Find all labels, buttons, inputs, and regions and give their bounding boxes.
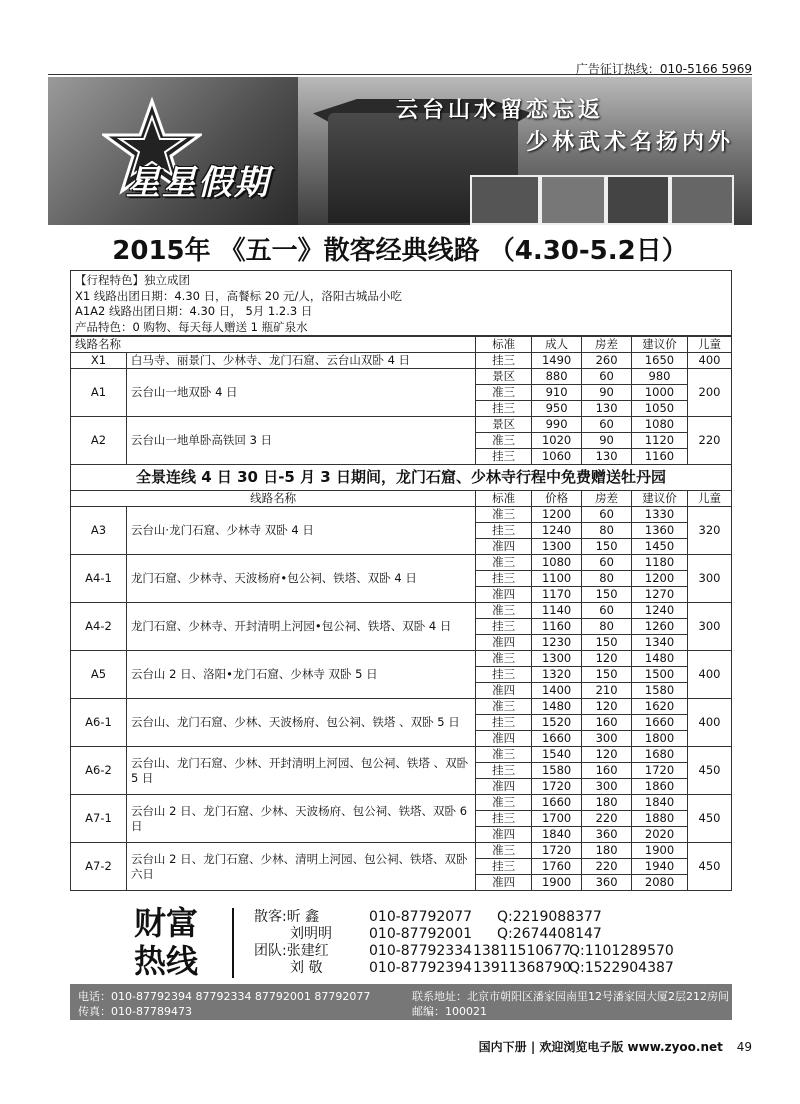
contact-phone: 010-87792334 — [369, 943, 473, 959]
suggested-price-cell: 1160 — [632, 449, 688, 465]
route-name: 云台山、龙门石窟、少林、开封清明上河园、包公祠、铁塔 、双卧 5 日 — [126, 747, 475, 795]
route-code: A1 — [71, 369, 127, 417]
grade-cell: 准三 — [476, 747, 532, 763]
price-cell: 990 — [532, 417, 582, 433]
heading-line-2: 热线 — [134, 942, 199, 980]
price-cell: 1490 — [532, 353, 582, 369]
room-diff-cell: 360 — [582, 875, 632, 891]
room-diff-cell: 80 — [582, 619, 632, 635]
room-diff-cell: 60 — [582, 555, 632, 571]
grade-cell: 挂三 — [476, 353, 532, 369]
contact-divider — [232, 908, 234, 978]
page-number: 49 — [736, 1040, 752, 1054]
suggested-price-cell: 1360 — [632, 523, 688, 539]
grade-cell: 准四 — [476, 539, 532, 555]
contact-name: 刘 敬 — [290, 960, 323, 976]
grade-cell: 准三 — [476, 795, 532, 811]
route-name: 云台山一地双卧 4 日 — [126, 369, 475, 417]
child-price-cell: 200 — [687, 369, 731, 417]
suggested-price-cell: 1660 — [632, 715, 688, 731]
price-cell: 1760 — [532, 859, 582, 875]
suggested-price-cell: 1240 — [632, 603, 688, 619]
grade-cell: 准三 — [476, 843, 532, 859]
grade-cell: 准三 — [476, 385, 532, 401]
route-name: 云台山一地单卧高铁回 3 日 — [126, 417, 475, 465]
room-diff-cell: 150 — [582, 539, 632, 555]
table-row — [71, 369, 732, 385]
child-price-cell: 450 — [688, 843, 732, 891]
suggested-price-cell: 1260 — [632, 619, 688, 635]
route-table-1 — [70, 336, 732, 465]
room-diff-cell: 180 — [582, 795, 632, 811]
grade-cell: 准四 — [476, 587, 532, 603]
grade-cell: 挂三 — [476, 449, 532, 465]
room-diff-cell: 130 — [582, 449, 632, 465]
contact-phone: 010-87792077 — [369, 909, 473, 925]
room-diff-cell: 220 — [582, 811, 632, 827]
grade-cell: 准三 — [476, 603, 532, 619]
grade-cell: 挂三 — [476, 859, 532, 875]
grade-cell: 准四 — [476, 683, 532, 699]
room-diff-cell: 210 — [582, 683, 632, 699]
footer-fax: 传真：010-87789473 — [78, 1005, 192, 1018]
suggested-price-cell: 1480 — [632, 651, 688, 667]
suggested-price-cell: 1860 — [632, 779, 688, 795]
route-name: 云台山·龙门石窟、少林寺 双卧 4 日 — [126, 507, 475, 555]
contact-name: 散客:昕 鑫 — [254, 909, 320, 925]
price-cell: 1200 — [532, 507, 582, 523]
footer-postcode: 邮编：100021 — [412, 1005, 487, 1018]
footer-info-bar — [70, 984, 732, 1020]
price-cell: 1080 — [532, 555, 582, 571]
grade-cell: 准三 — [476, 433, 532, 449]
table-row — [71, 353, 732, 369]
header-cell: 线路名称 — [71, 337, 476, 353]
header-cell: 房差 — [582, 491, 632, 507]
features-box — [70, 270, 732, 336]
child-price-cell: 220 — [687, 417, 731, 465]
brand-logo: 星星假期 — [126, 163, 270, 203]
suggested-price-cell: 980 — [632, 369, 688, 385]
room-diff-cell: 360 — [582, 827, 632, 843]
grade-cell: 挂三 — [476, 619, 532, 635]
contact-qq: Q:2674408147 — [497, 926, 602, 942]
room-diff-cell: 260 — [582, 353, 632, 369]
table-row — [71, 507, 732, 523]
room-diff-cell: 180 — [582, 843, 632, 859]
route-name: 白马寺、丽景门、少林寺、龙门石窟、云台山双卧 4 日 — [126, 353, 475, 369]
contact-qq: Q:2219088377 — [497, 909, 602, 925]
room-diff-cell: 80 — [582, 523, 632, 539]
room-diff-cell: 130 — [582, 401, 632, 417]
contact-mobile: 13911368790 — [473, 960, 571, 976]
child-price-cell: 400 — [687, 353, 731, 369]
suggested-price-cell: 1680 — [632, 747, 688, 763]
table-header-row — [71, 337, 732, 353]
child-price-cell: 300 — [688, 555, 732, 603]
route-code: A6-1 — [71, 699, 127, 747]
contact-name: 刘明明 — [290, 926, 332, 942]
price-cell: 1300 — [532, 651, 582, 667]
suggested-price-cell: 1080 — [632, 417, 688, 433]
contact-qq: Q:1522904387 — [569, 960, 674, 976]
child-price-cell: 450 — [688, 795, 732, 843]
grade-cell: 挂三 — [476, 715, 532, 731]
suggested-price-cell: 2080 — [632, 875, 688, 891]
header-cell: 线路名称 — [71, 491, 476, 507]
footer-text: 国内下册 | 欢迎浏览电子版 www.zyoo.net — [478, 1040, 723, 1054]
grade-cell: 准四 — [476, 635, 532, 651]
price-cell: 1100 — [532, 571, 582, 587]
header-cell: 标准 — [476, 337, 532, 353]
price-cell: 1900 — [532, 875, 582, 891]
slogan-2: 少林武术名扬内外 — [526, 129, 735, 155]
suggested-price-cell: 1580 — [632, 683, 688, 699]
grade-cell: 准四 — [476, 731, 532, 747]
price-cell: 910 — [532, 385, 582, 401]
table-row — [71, 651, 732, 667]
ad-hotline: 广告征订热线：010-5166 5969 — [575, 62, 752, 76]
header-cell: 儿童 — [687, 337, 731, 353]
suggested-price-cell: 1840 — [632, 795, 688, 811]
room-diff-cell: 90 — [582, 433, 632, 449]
table-row — [71, 417, 732, 433]
child-price-cell: 400 — [688, 651, 732, 699]
table-row — [71, 699, 732, 715]
price-cell: 1170 — [532, 587, 582, 603]
grade-cell: 挂三 — [476, 401, 532, 417]
header-cell: 标准 — [476, 491, 532, 507]
grade-cell: 挂三 — [476, 523, 532, 539]
price-cell: 1240 — [532, 523, 582, 539]
price-cell: 1320 — [532, 667, 582, 683]
price-cell: 1660 — [532, 795, 582, 811]
contact-phone: 010-87792001 — [369, 926, 473, 942]
grade-cell: 景区 — [476, 417, 532, 433]
contact-qq: Q:1101289570 — [569, 943, 674, 959]
suggested-price-cell: 1340 — [632, 635, 688, 651]
suggested-price-cell: 1900 — [632, 843, 688, 859]
suggested-price-cell: 1880 — [632, 811, 688, 827]
contact-name: 团队:张建红 — [254, 943, 329, 959]
route-name: 云台山、龙门石窟、少林、天波杨府、包公祠、铁塔 、双卧 5 日 — [126, 699, 475, 747]
room-diff-cell: 90 — [582, 385, 632, 401]
grade-cell: 准三 — [476, 507, 532, 523]
price-cell: 1230 — [532, 635, 582, 651]
suggested-price-cell: 1650 — [632, 353, 688, 369]
price-cell: 1160 — [532, 619, 582, 635]
room-diff-cell: 120 — [582, 651, 632, 667]
route-code: A4-1 — [71, 555, 127, 603]
price-cell: 1060 — [532, 449, 582, 465]
grade-cell: 准三 — [476, 651, 532, 667]
route-name: 龙门石窟、少林寺、开封清明上河园•包公祠、铁塔、双卧 4 日 — [126, 603, 475, 651]
room-diff-cell: 80 — [582, 571, 632, 587]
price-cell: 1720 — [532, 779, 582, 795]
contact-mobile: 13811510677 — [473, 943, 571, 959]
header-cell: 成人 — [532, 337, 582, 353]
room-diff-cell: 300 — [582, 779, 632, 795]
route-code: A7-1 — [71, 795, 127, 843]
route-name: 云台山 2 日、洛阳•龙门石窟、少林寺 双卧 5 日 — [126, 651, 475, 699]
price-cell: 880 — [532, 369, 582, 385]
contact-row — [290, 957, 674, 977]
room-diff-cell: 150 — [582, 667, 632, 683]
room-diff-cell: 220 — [582, 859, 632, 875]
price-cell: 1580 — [532, 763, 582, 779]
price-cell: 1020 — [532, 433, 582, 449]
grade-cell: 挂三 — [476, 763, 532, 779]
table-header-row — [71, 491, 732, 507]
top-divider — [48, 74, 752, 75]
suggested-price-cell: 1180 — [632, 555, 688, 571]
table-row — [71, 555, 732, 571]
suggested-price-cell: 1450 — [632, 539, 688, 555]
price-cell: 1480 — [532, 699, 582, 715]
route-code: A4-2 — [71, 603, 127, 651]
price-cell: 1660 — [532, 731, 582, 747]
footer-phone: 电话：010-87792394 87792334 87792001 87792077 — [78, 990, 371, 1003]
suggested-price-cell: 1720 — [632, 763, 688, 779]
grade-cell: 准四 — [476, 779, 532, 795]
grade-cell: 准三 — [476, 699, 532, 715]
route-name: 云台山 2 日、龙门石窟、少林、天波杨府、包公祠、铁塔、双卧 6 日 — [126, 795, 475, 843]
child-price-cell: 400 — [688, 699, 732, 747]
heading-line-1: 财富 — [134, 904, 199, 942]
table-row — [71, 795, 732, 811]
grade-cell: 准四 — [476, 827, 532, 843]
footer-address: 联系地址：北京市朝阳区潘家园南里12号潘家园大厦2层212房间 — [412, 990, 729, 1003]
room-diff-cell: 60 — [582, 369, 632, 385]
suggested-price-cell: 1620 — [632, 699, 688, 715]
room-diff-cell: 160 — [582, 763, 632, 779]
suggested-price-cell: 1050 — [632, 401, 688, 417]
room-diff-cell: 120 — [582, 747, 632, 763]
wealth-hotline-heading — [134, 904, 198, 980]
contact-phone: 010-87792394 — [369, 960, 473, 976]
price-cell: 1300 — [532, 539, 582, 555]
header-cell: 建议价 — [632, 337, 688, 353]
room-diff-cell: 60 — [582, 507, 632, 523]
route-code: A6-2 — [71, 747, 127, 795]
feature-line: 产品特色：0 购物、每天每人赠送 1 瓶矿泉水 — [75, 319, 308, 334]
suggested-price-cell: 1800 — [632, 731, 688, 747]
route-code: A2 — [71, 417, 127, 465]
price-cell: 1840 — [532, 827, 582, 843]
room-diff-cell: 120 — [582, 699, 632, 715]
room-diff-cell: 150 — [582, 587, 632, 603]
route-code: A3 — [71, 507, 127, 555]
table-row — [71, 843, 732, 859]
child-price-cell: 450 — [688, 747, 732, 795]
price-cell: 1400 — [532, 683, 582, 699]
promo-banner: 全景连线 4 日 30 日-5 月 3 日期间，龙门石窟、少林寺行程中免费赠送牡丹园 — [70, 464, 732, 490]
route-code: A7-2 — [71, 843, 127, 891]
page-title: 2015年 《五一》散客经典线路 （4.30-5.2日） — [112, 236, 688, 266]
suggested-price-cell: 2020 — [632, 827, 688, 843]
price-cell: 1140 — [532, 603, 582, 619]
header-cell: 价格 — [532, 491, 582, 507]
grade-cell: 景区 — [476, 369, 532, 385]
feature-line: 【行程特色】独立成团 — [75, 273, 190, 287]
grade-cell: 准三 — [476, 555, 532, 571]
slogan-1: 云台山水留恋忘返 — [396, 97, 605, 123]
header-cell: 建议价 — [632, 491, 688, 507]
room-diff-cell: 300 — [582, 731, 632, 747]
suggested-price-cell: 1120 — [632, 433, 688, 449]
room-diff-cell: 150 — [582, 635, 632, 651]
header-banner — [48, 77, 752, 225]
page-footer — [479, 1038, 752, 1055]
price-cell: 950 — [532, 401, 582, 417]
suggested-price-cell: 1330 — [632, 507, 688, 523]
grade-cell: 准四 — [476, 875, 532, 891]
header-cell: 儿童 — [688, 491, 732, 507]
route-code: A5 — [71, 651, 127, 699]
price-cell: 1540 — [532, 747, 582, 763]
room-diff-cell: 160 — [582, 715, 632, 731]
grade-cell: 挂三 — [476, 571, 532, 587]
feature-line: X1 线路出团日期：4.30 日，高餐标 20 元/人，洛阳古城品小吃 — [75, 288, 402, 303]
feature-line: A1A2 线路出团日期：4.30 日， 5月 1.2.3 日 — [75, 304, 313, 318]
suggested-price-cell: 1270 — [632, 587, 688, 603]
table-row — [71, 603, 732, 619]
suggested-price-cell: 1000 — [632, 385, 688, 401]
route-name: 龙门石窟、少林寺、天波杨府•包公祠、铁塔、双卧 4 日 — [126, 555, 475, 603]
grade-cell: 挂三 — [476, 667, 532, 683]
child-price-cell: 320 — [688, 507, 732, 555]
route-table-2 — [70, 490, 732, 891]
route-code: X1 — [71, 353, 127, 369]
grade-cell: 挂三 — [476, 811, 532, 827]
price-cell: 1700 — [532, 811, 582, 827]
room-diff-cell: 60 — [582, 417, 632, 433]
table-row — [71, 747, 732, 763]
room-diff-cell: 60 — [582, 603, 632, 619]
price-cell: 1720 — [532, 843, 582, 859]
route-name: 云台山 2 日、龙门石窟、少林、清明上河园、包公祠、铁塔、双卧六日 — [126, 843, 475, 891]
suggested-price-cell: 1940 — [632, 859, 688, 875]
child-price-cell: 300 — [688, 603, 732, 651]
header-cell: 房差 — [582, 337, 632, 353]
suggested-price-cell: 1200 — [632, 571, 688, 587]
price-cell: 1520 — [532, 715, 582, 731]
suggested-price-cell: 1500 — [632, 667, 688, 683]
